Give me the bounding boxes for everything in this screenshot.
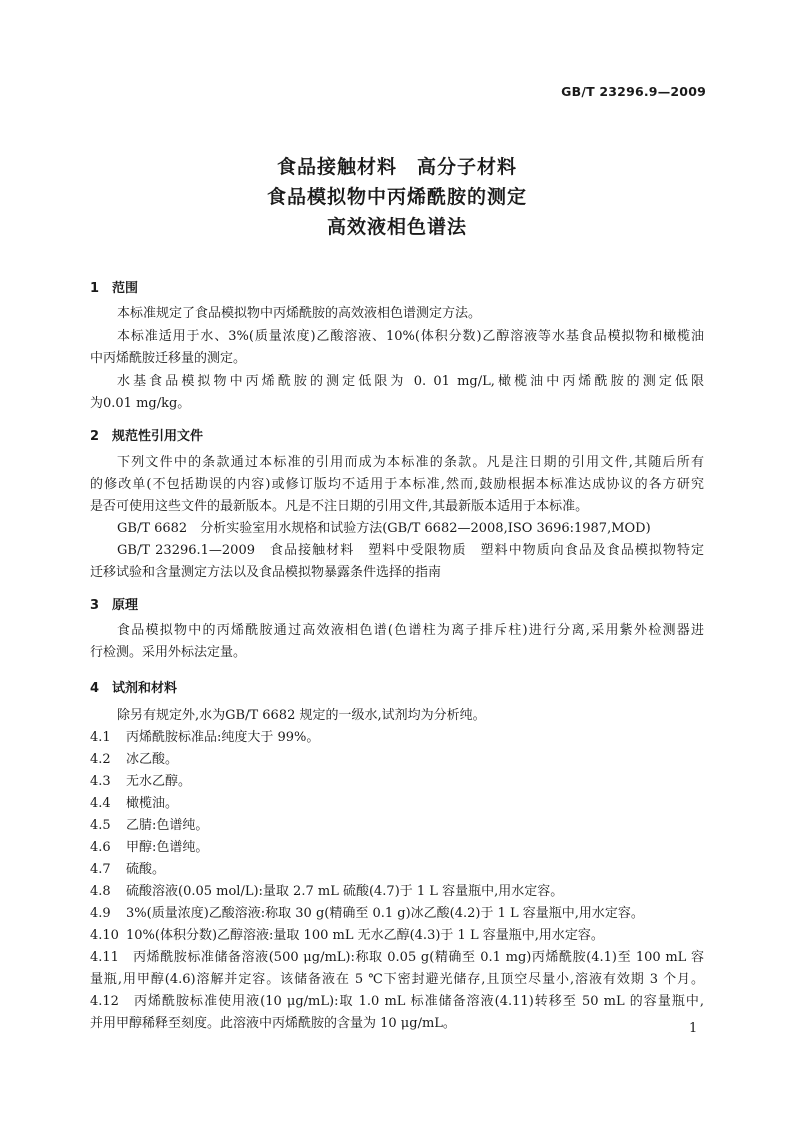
list-item xyxy=(90,818,208,834)
item-number: 4.8 xyxy=(90,884,111,899)
paragraph-line: 本标准适用于水、3%(质量浓度)乙酸溶液、10%(体积分数)乙醇溶液等水基食品模拟物和橄榄油 xyxy=(117,329,704,344)
section-title: 规范性引用文件 xyxy=(112,429,204,444)
item-number: 4.1 xyxy=(90,730,111,745)
section-title: 试剂和材料 xyxy=(112,681,178,696)
section-3-heading xyxy=(90,594,138,613)
paragraph-line: 行检测。采用外标法定量。 xyxy=(90,645,247,660)
item-number: 4.7 xyxy=(90,862,111,877)
list-item xyxy=(90,928,604,944)
title-line-1: 食品接触材料 高分子材料 xyxy=(276,156,517,178)
item-text: 3%(质量浓度)乙酸溶液:称取 30 g(精确至 0.1 g)冰乙酸(4.2)于 1 L 容量瓶中,用水定容。 xyxy=(126,906,644,921)
item-text: 10%(体积分数)乙醇溶液:量取 100 mL 无水乙醇(4.3)于 1 L 容量瓶中,用水定容。 xyxy=(126,928,604,943)
item-number: 4.3 xyxy=(90,774,111,789)
item-text: 乙腈:色谱纯。 xyxy=(126,818,209,833)
section-2-heading xyxy=(90,425,203,444)
reference-line: 迁移试验和含量测定方法以及食品模拟物暴露条件选择的指南 xyxy=(90,565,442,580)
list-item-line: 4.11 丙烯酰胺标准储备溶液(500 μg/mL):称取 0.05 g(精确至 0.1 mg)丙烯酰胺(4.1)至 100 mL 容 xyxy=(90,950,704,965)
reference-line: GB/T 23296.1—2009 食品接触材料 塑料中受限物质 塑料中物质向食品及食品模拟物特定 xyxy=(117,543,704,558)
section-number: 3 xyxy=(90,598,100,613)
paragraph-line: 本标准规定了食品模拟物中丙烯酰胺的高效液相色谱测定方法。 xyxy=(117,306,482,321)
item-number: 4.2 xyxy=(90,752,111,767)
section-1-heading xyxy=(90,277,138,296)
paragraph-line: 食品模拟物中的丙烯酰胺通过高效液相色谱(色谱柱为离子排斥柱)进行分离,采用紫外检测器进 xyxy=(117,623,704,638)
list-item xyxy=(90,730,319,746)
paragraph-line: 水基食品模拟物中丙烯酰胺的测定低限为 0. 01 mg/L,橄榄油中丙烯酰胺的测定低限 xyxy=(117,374,704,389)
item-number: 4.6 xyxy=(90,840,111,855)
list-item xyxy=(90,796,178,812)
item-text: 硫酸溶液(0.05 mol/L):量取 2.7 mL 硫酸(4.7)于 1 L 容量瓶中,用水定容。 xyxy=(126,884,564,899)
reference-line: GB/T 6682 分析实验室用水规格和试验方法(GB/T 6682—2008,ISO 3696:1987,MOD) xyxy=(117,521,651,536)
item-number: 4.10 xyxy=(90,928,119,943)
item-text: 冰乙酸。 xyxy=(126,752,179,767)
item-text: 无水乙醇。 xyxy=(126,774,192,789)
paragraph-line: 除另有规定外,水为GB/T 6682 规定的一级水,试剂均为分析纯。 xyxy=(117,708,486,723)
section-number: 4 xyxy=(90,681,100,696)
section-title: 原理 xyxy=(112,598,139,613)
standard-code: GB/T 23296.9—2009 xyxy=(561,84,706,99)
section-4-heading xyxy=(90,677,177,696)
list-item xyxy=(90,840,208,856)
item-text: 硫酸。 xyxy=(126,862,166,877)
item-number: 4.9 xyxy=(90,906,111,921)
item-text: 甲醇:色谱纯。 xyxy=(126,840,209,855)
list-item xyxy=(90,862,165,878)
section-number: 2 xyxy=(90,429,100,444)
paragraph-line: 为0.01 mg/kg。 xyxy=(90,396,191,411)
title-line-3: 高效液相色谱法 xyxy=(326,216,467,238)
paragraph-line: 是否可使用这些文件的最新版本。凡是不注日期的引用文件,其最新版本适用于本标准。 xyxy=(90,499,589,514)
paragraph-line: 下列文件中的条款通过本标准的引用而成为本标准的条款。凡是注日期的引用文件,其随后所有 xyxy=(117,455,704,470)
item-number: 4.5 xyxy=(90,818,111,833)
list-item xyxy=(90,752,178,768)
item-text: 丙烯酰胺标准品:纯度大于 99%。 xyxy=(126,730,320,745)
list-item-line: 4.12 丙烯酰胺标准使用液(10 μg/mL):取 1.0 mL 标准储备溶液(4.11)转移至 50 mL 的容量瓶中, xyxy=(90,994,704,1009)
list-item-line: 并用甲醇稀释至刻度。此溶液中丙烯酰胺的含量为 10 μg/mL。 xyxy=(90,1016,456,1031)
section-title: 范围 xyxy=(112,281,139,296)
item-text: 橄榄油。 xyxy=(126,796,179,811)
list-item-line: 量瓶,用甲醇(4.6)溶解并定容。该储备液在 5 ℃下密封避光储存,且顶空尽量小,溶液有效期 3 个月。 xyxy=(90,972,704,987)
list-item xyxy=(90,884,563,900)
paragraph-line: 的修改单(不包括勘误的内容)或修订版均不适用于本标准,然而,鼓励根据本标准达成协议的各方研究 xyxy=(90,477,704,492)
list-item xyxy=(90,774,191,790)
section-number: 1 xyxy=(90,281,100,296)
list-item xyxy=(90,906,644,922)
item-number: 4.4 xyxy=(90,796,111,811)
paragraph-line: 中丙烯酰胺迁移量的测定。 xyxy=(90,351,247,366)
page-number: 1 xyxy=(689,1021,698,1036)
title-line-2: 食品模拟物中丙烯酰胺的测定 xyxy=(266,186,527,208)
